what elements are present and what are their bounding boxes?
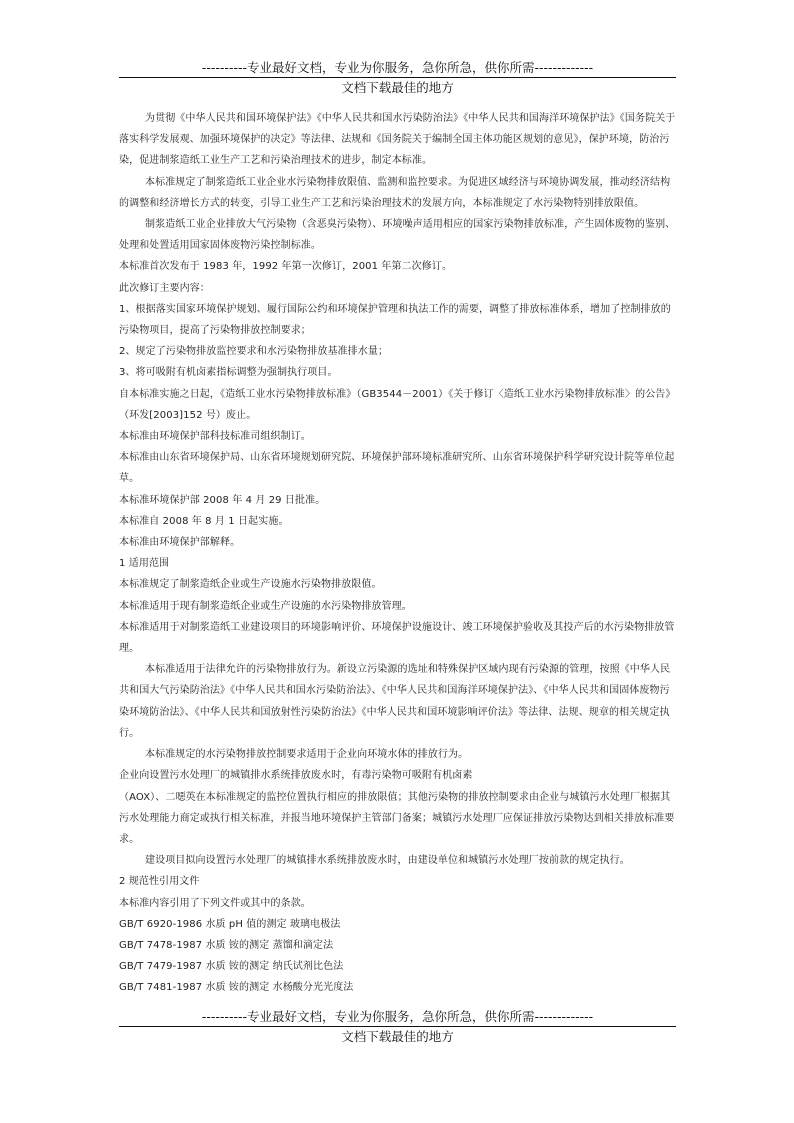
paragraph: 此次修订主要内容： bbox=[119, 282, 210, 294]
paragraph: 本标准环境保护部 2008 年 4 月 29 日批准。 bbox=[119, 494, 326, 506]
paragraph: 本标准自 2008 年 8 月 1 日起实施。 bbox=[119, 515, 289, 527]
paragraph: 本标准规定了制浆造纸工业企业水污染物排放限值、监测和监控要求。为促进区域经济与环境协调发展，推动经济结构的调整和经济增长方式的转变，引导工业生产工艺和污染治理技术的发展方向，本标准规定了水污染物特别排放限值。 bbox=[119, 176, 671, 209]
paragraph: 1 适用范围 bbox=[119, 558, 170, 570]
paragraph: 为贯彻《中华人民共和国环境保护法》《中华人民共和国水污染防治法》《中华人民共和国海洋环境保护法》《国务院关于落实科学发展观、加强环境保护的决定》等法律、法规和《国务院关于编制全国主体功能区规划的意见》，保护环境，防治污染，促进制浆造纸工业生产工艺和污染治理技术的进步，制定本标准。 bbox=[119, 113, 676, 167]
footer-banner bbox=[119, 1009, 676, 1045]
paragraph: GB/T 7478-1987 水质 铵的测定 蒸馏和滴定法 bbox=[119, 939, 334, 951]
paragraph: 企业向设置污水处理厂的城镇排水系统排放废水时，有毒污染物可吸附有机卤素 bbox=[119, 770, 473, 782]
paragraph: 1、根据落实国家环境保护规划、履行国际公约和环境保护管理和执法工作的需要，调整了排放标准体系，增加了控制排放的污染物项目，提高了污染物排放控制要求； bbox=[119, 303, 671, 337]
footer-subtitle: 文档下载最佳的地方 bbox=[341, 1029, 454, 1044]
paragraph: 本标准适用于法律允许的污染物排放行为。新设立污染源的选址和特殊保护区域内现有污染源的管理，按照《中华人民共和国大气污染防治法》《中华人民共和国水污染防治法》、《中华人民共和国海洋环境保护法》、《中华人民共和国固体废物污染环境防治法》、《中华人民共和国放射性污染防治法》《中华人民共和国环境影响评价法》等法律、法规、规章的相关规定执行。 bbox=[119, 664, 671, 739]
paragraph: （AOX）、二噁英在本标准规定的监控位置执行相应的排放限值；其他污染物的排放控制要求由企业与城镇污水处理厂根据其污水处理能力商定或执行相关标准，并报当地环境保护主管部门备案；城镇污水处理厂应保证排放污染物达到相关排放标准要求。 bbox=[119, 791, 675, 845]
paragraph: 本标准适用于对制浆造纸工业建设项目的环境影响评价、环境保护设施设计、竣工环境保护验收及其投产后的水污染物排放管理。 bbox=[119, 621, 675, 655]
header-slogan: ----------专业最好文档，专业为你服务，急你所急，供你所需------------- bbox=[201, 60, 594, 75]
paragraph: 本标准规定的水污染物排放控制要求适用于企业向环境水体的排放行为。 bbox=[145, 749, 469, 761]
footer-slogan: ----------专业最好文档，专业为你服务，急你所急，供你所需------------- bbox=[201, 1009, 594, 1024]
paragraph: 制浆造纸工业企业排放大气污染物（含恶臭污染物）、环境噪声适用相应的国家污染物排放标准，产生固体废物的鉴别、处理和处置适用国家固体废物污染控制标准。 bbox=[119, 219, 676, 252]
paragraph: 本标准由环境保护部解释。 bbox=[119, 537, 241, 549]
paragraph: 建设项目拟向设置污水处理厂的城镇排水系统排放废水时，由建设单位和城镇污水处理厂按前款的规定执行。 bbox=[145, 855, 630, 867]
paragraph: 本标准规定了制浆造纸企业或生产设施水污染物排放限值。 bbox=[119, 579, 382, 591]
header-rule bbox=[119, 77, 676, 78]
paragraph: GB/T 7479-1987 水质 铵的测定 纳氏试剂比色法 bbox=[119, 961, 344, 973]
paragraph: GB/T 6920-1986 水质 pH 值的测定 玻璃电极法 bbox=[119, 918, 341, 930]
paragraph: 自本标准实施之日起，《造纸工业水污染物排放标准》（GB3544－2001）《关于修订〈造纸工业水污染物排放标准〉的公告》（环发[2003]152 号）废止。 bbox=[119, 388, 676, 421]
paragraph: 本标准由环境保护部科技标准司组织制订。 bbox=[119, 431, 311, 443]
paragraph: 本标准内容引用了下列文件或其中的条款。 bbox=[119, 897, 311, 909]
document-body bbox=[119, 108, 677, 999]
paragraph: 2 规范性引用文件 bbox=[119, 876, 200, 888]
paragraph: GB/T 7481-1987 水质 铵的测定 水杨酸分光光度法 bbox=[119, 982, 354, 994]
paragraph: 2、规定了污染物排放监控要求和水污染物排放基准排水量； bbox=[119, 346, 389, 358]
paragraph: 本标准适用于现有制浆造纸企业或生产设施的水污染物排放管理。 bbox=[119, 600, 412, 612]
paragraph: 本标准首次发布于 1983 年，1992 年第一次修订，2001 年第二次修订。 bbox=[119, 261, 453, 273]
header-banner bbox=[119, 60, 676, 96]
paragraph: 3、将可吸附有机卤素指标调整为强制执行项目。 bbox=[119, 367, 338, 379]
footer-rule bbox=[119, 1026, 676, 1027]
paragraph: 本标准由山东省环境保护局、山东省环境规划研究院、环境保护部环境标准研究所、山东省环境保护科学研究设计院等单位起草。 bbox=[119, 452, 675, 485]
header-subtitle: 文档下载最佳的地方 bbox=[341, 80, 454, 95]
